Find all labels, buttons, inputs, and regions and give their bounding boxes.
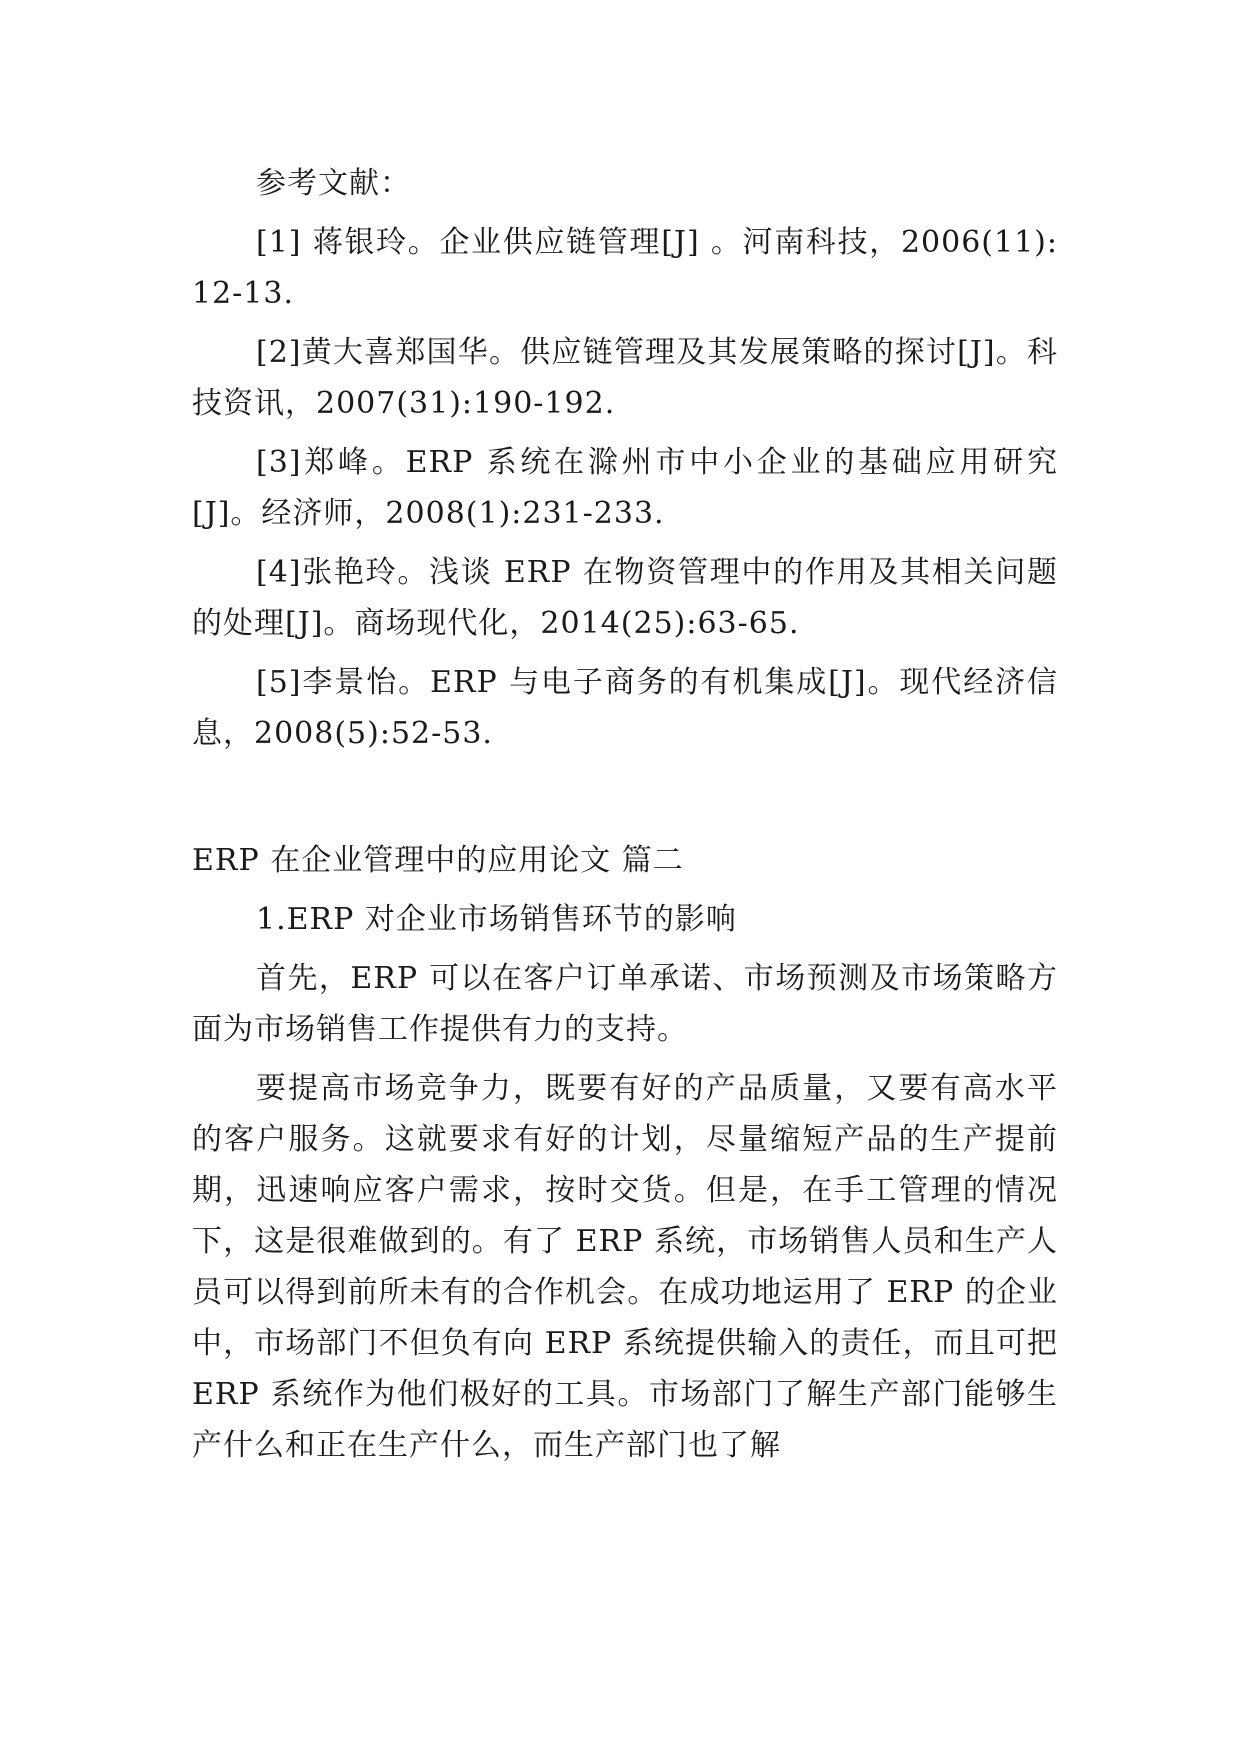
reference-item: [3]郑峰。ERP 系统在滁州市中小企业的基础应用研究[J]。经济师，2008(1):231-233. xyxy=(192,445,1058,531)
reference-item: [4]张艳玲。浅谈 ERP 在物资管理中的作用及其相关问题的处理[J]。商场现代化，2014(25):63-65. xyxy=(192,555,1058,641)
references-heading: 参考文献： xyxy=(256,166,411,201)
reference-item: [2]黄大喜郑国华。供应链管理及其发展策略的探讨[J]。科技资讯，2007(31):190-192. xyxy=(192,335,1058,421)
section-subheading: 1.ERP 对企业市场销售环节的影响 xyxy=(256,902,737,937)
document-page xyxy=(192,158,1058,1479)
section-title: ERP 在企业管理中的应用论文 篇二 xyxy=(192,843,684,878)
reference-item: [1] 蒋银玲。企业供应链管理[J] 。河南科技，2006(11):12-13. xyxy=(192,225,1058,311)
section-divider-space xyxy=(192,767,1058,835)
body-paragraph: 首先，ERP 可以在客户订单承诺、市场预测及市场策略方面为市场销售工作提供有力的支持。 xyxy=(192,961,1058,1047)
reference-item: [5]李景怡。ERP 与电子商务的有机集成[J]。现代经济信息，2008(5):52-53. xyxy=(192,665,1058,751)
body-paragraph: 要提高市场竞争力，既要有好的产品质量，又要有高水平的客户服务。这就要求有好的计划，尽量缩短产品的生产提前期，迅速响应客户需求，按时交货。但是，在手工管理的情况下，这是很难做到的。有了 ERP 系统，市场销售人员和生产人员可以得到前所未有的合作机会。在成功地运用了 ERP 的企业中，市场部门不但负有向 ERP 系统提供输入的责任，而且可把 ERP 系统作为他们极好的工具。市场部门了解生产部门能够生产什么和正在生产什么，而生产部门也了解 xyxy=(192,1071,1058,1463)
